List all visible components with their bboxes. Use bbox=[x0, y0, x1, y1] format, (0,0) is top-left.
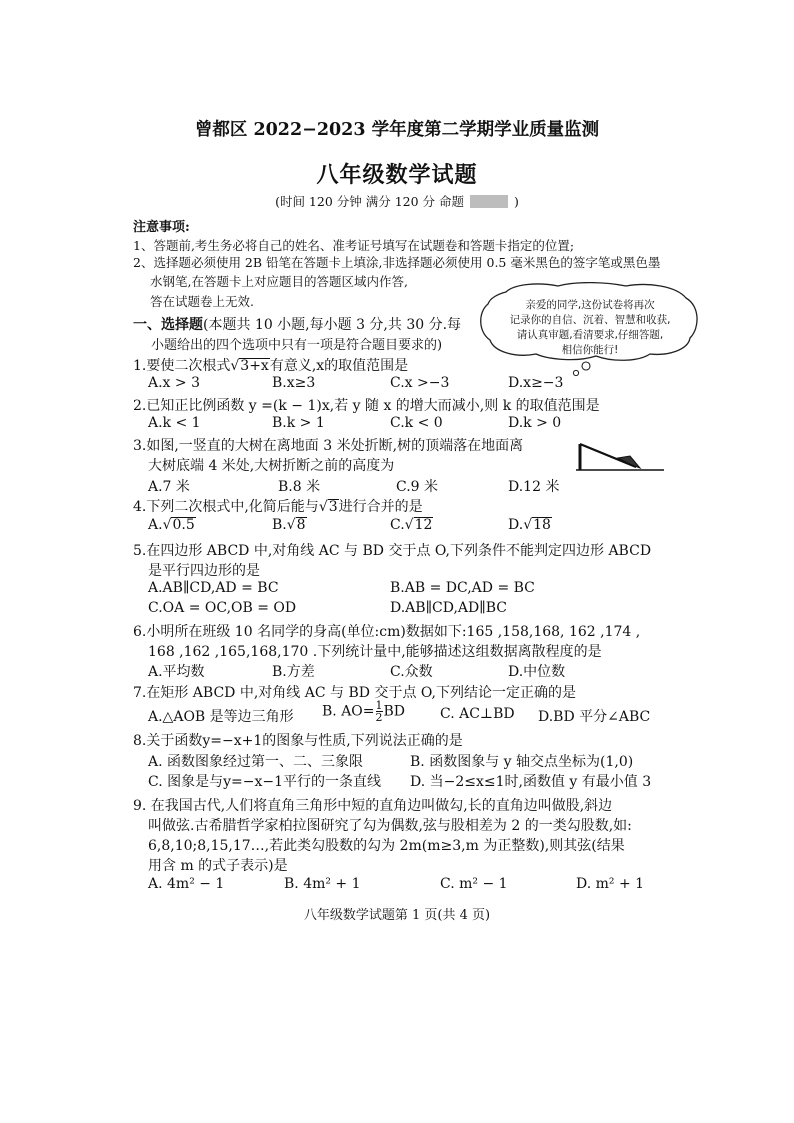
q4-option-c: C.√12 bbox=[390, 517, 433, 533]
q8-option-b: B. 函数图象与 y 轴交点坐标为(1,0) bbox=[410, 754, 634, 770]
q4-c-radicand: 12 bbox=[414, 517, 433, 533]
q1-option-a: A.x > 3 bbox=[148, 375, 200, 391]
question-8: 8.关于函数y=−x+1的图象与性质,下列说法正确的是 bbox=[133, 733, 463, 749]
q4-c-label: C. bbox=[390, 517, 405, 533]
bubble-line-2: 记录你的自信、沉着、智慧和收获, bbox=[509, 314, 671, 326]
question-3-line-2: 大树底端 4 米处,大树折断之前的高度为 bbox=[148, 458, 395, 474]
q4-a-label: A. bbox=[148, 517, 163, 533]
broken-tree-figure bbox=[574, 434, 666, 474]
question-3-line-1: 3.如图,一竖直的大树在离地面 3 米处折断,树的顶端落在地面离 bbox=[133, 438, 524, 454]
section-desc-1: (本题共 10 小题,每小题 3 分,共 30 分.每 bbox=[203, 317, 462, 333]
q2-option-a: A.k < 1 bbox=[148, 415, 201, 431]
notes-heading: 注意事项: bbox=[133, 220, 190, 235]
bubble-text bbox=[500, 298, 680, 358]
note-1: 1、答题前,考生务必将自己的姓名、准考证号填写在试题卷和答题卡指定的位置; bbox=[133, 238, 575, 253]
question-6-line-2: 168 ,162 ,165,168,170 .下列统计量中,能够描述这组数据离散程度的是 bbox=[148, 644, 602, 660]
q1-option-b: B.x≥3 bbox=[272, 375, 316, 391]
q1-pre: 1.要使二次根式 bbox=[133, 358, 231, 374]
q8-option-a: A. 函数图象经过第一、二、三象限 bbox=[148, 754, 364, 770]
q4-pre: 4.下列二次根式中,化简后能与 bbox=[133, 499, 319, 515]
q9-option-a: A. 4m² − 1 bbox=[148, 876, 225, 892]
q5-option-a: A.AB∥CD,AD = BC bbox=[148, 580, 279, 596]
question-2: 2.已知正比例函数 y =(k − 1)x,若 y 随 x 的增大而减小,则 k 的取值范围是 bbox=[133, 398, 600, 414]
q1-post: 有意义,x的取值范围是 bbox=[269, 358, 409, 374]
q8-option-c: C. 图象是与y=−x−1平行的一条直线 bbox=[148, 774, 382, 790]
q4-option-d: D.√18 bbox=[508, 517, 551, 533]
q3-option-d: D.12 米 bbox=[508, 479, 560, 495]
question-5-line-2: 是平行四边形的是 bbox=[148, 563, 260, 579]
question-9-line-2: 叫做弦.古希腊哲学家柏拉图研究了勾为偶数,弦与股相差为 2 的一类勾股数,如: bbox=[148, 818, 632, 834]
question-7: 7.在矩形 ABCD 中,对角线 AC 与 BD 交于点 O,下列结论一定正确的是 bbox=[133, 685, 576, 701]
q1-option-c: C.x >−3 bbox=[390, 375, 450, 391]
question-9-line-4: 用含 m 的式子表示)是 bbox=[148, 858, 288, 874]
section-label: 一、选择题 bbox=[133, 317, 203, 333]
q7-b-denominator: 2 bbox=[375, 711, 383, 724]
q5-option-b: B.AB = DC,AD = BC bbox=[390, 580, 535, 596]
bubble-line-3: 请认真审题,看清要求,仔细答题, bbox=[516, 329, 664, 341]
exam-subtitle: 八年级数学试题 bbox=[316, 162, 478, 188]
q7-option-d: D.BD 平分∠ABC bbox=[538, 709, 651, 725]
q7-b-post: BD bbox=[383, 703, 406, 720]
q7-b-numerator: 1 bbox=[375, 699, 383, 712]
q1-option-d: D.x≥−3 bbox=[508, 375, 564, 391]
page-footer: 八年级数学试题第 1 页(共 4 页) bbox=[303, 908, 491, 923]
q4-d-radicand: 18 bbox=[533, 517, 551, 533]
bubble-line-1: 亲爱的同学,这份试卷将再次 bbox=[525, 299, 655, 311]
bubble-line-4: 相信你能行! bbox=[561, 344, 619, 356]
q9-option-b: B. 4m² + 1 bbox=[284, 876, 361, 892]
q6-option-d: D.中位数 bbox=[508, 664, 566, 680]
q4-a-radicand: 0.5 bbox=[172, 517, 195, 533]
q9-option-c: C. m² − 1 bbox=[440, 876, 508, 892]
note-4: 答在试题卷上无效. bbox=[150, 294, 254, 309]
question-1: 1.要使二次根式√3+x有意义,x的取值范围是 bbox=[133, 358, 409, 374]
exam-title: 曾都区 2022−2023 学年度第二学期学业质量监测 bbox=[194, 120, 600, 140]
q8-option-d: D. 当−2≤x≤1时,函数值 y 有最小值 3 bbox=[410, 774, 652, 790]
q7-option-a: A.△AOB 是等边三角形 bbox=[148, 709, 294, 725]
exam-meta bbox=[0, 192, 794, 210]
q2-option-b: B.k > 1 bbox=[272, 415, 325, 431]
section-desc-2: 小题给出的四个选项中只有一项是符合题目要求的) bbox=[151, 338, 443, 353]
q1-radicand: 3+x bbox=[240, 358, 269, 374]
meta-suffix: ) bbox=[514, 194, 519, 209]
q2-option-c: C.k < 0 bbox=[390, 415, 443, 431]
question-4: 4.下列二次根式中,化简后能与√3进行合并的是 bbox=[133, 499, 423, 515]
q4-b-label: B. bbox=[272, 517, 287, 533]
q3-option-a: A.7 米 bbox=[148, 479, 190, 495]
q7-b-fraction bbox=[376, 700, 383, 723]
q6-option-b: B.方差 bbox=[272, 664, 315, 680]
q4-post: 进行合并的是 bbox=[338, 499, 423, 515]
q6-option-c: C.众数 bbox=[390, 664, 433, 680]
meta-prefix: (时间 120 分钟 满分 120 分 命题 bbox=[275, 194, 465, 209]
q3-option-c: C.9 米 bbox=[396, 479, 439, 495]
q7-option-c: C. AC⊥BD bbox=[440, 706, 515, 722]
q4-d-label: D. bbox=[508, 517, 524, 533]
question-9-line-3: 6,8,10;8,15,17…,若此类勾股数的勾为 2m(m≥3,m 为正整数),则其弦(结果 bbox=[148, 838, 625, 854]
question-6-line-1: 6.小明所在班级 10 名同学的身高(单位:cm)数据如下:165 ,158,168, 162 ,174 , bbox=[133, 624, 641, 640]
q4-option-b: B.√8 bbox=[272, 517, 306, 533]
q3-option-b: B.8 米 bbox=[278, 479, 321, 495]
q5-option-c: C.OA = OC,OB = OD bbox=[148, 600, 297, 616]
q2-option-d: D.k > 0 bbox=[508, 415, 562, 431]
q9-option-d: D. m² + 1 bbox=[576, 876, 645, 892]
note-3: 水钢笔,在答题卡上对应题目的答题区域内作答, bbox=[150, 274, 408, 289]
section-heading bbox=[133, 314, 461, 334]
q5-option-d: D.AB∥CD,AD∥BC bbox=[390, 600, 507, 616]
q4-b-radicand: 8 bbox=[296, 517, 306, 533]
q4-option-a: A.√0.5 bbox=[148, 517, 195, 533]
redacted-author bbox=[470, 195, 508, 208]
q4-radicand: 3 bbox=[328, 499, 338, 515]
question-9-line-1: 9. 在我国古代,人们将直角三角形中短的直角边叫做勾,长的直角边叫做股,斜边 bbox=[133, 798, 613, 814]
note-2: 2、选择题必须使用 2B 铅笔在答题卡上填涂,非选择题必须使用 0.5 毫米黑色的签字笔或黑色墨 bbox=[133, 255, 661, 270]
q6-option-a: A.平均数 bbox=[148, 664, 205, 680]
q7-b-pre: B. AO= bbox=[322, 703, 375, 720]
question-5-line-1: 5.在四边形 ABCD 中,对角线 AC 与 BD 交于点 O,下列条件不能判定四边形 ABCD bbox=[133, 543, 652, 559]
q7-option-b bbox=[322, 700, 405, 723]
